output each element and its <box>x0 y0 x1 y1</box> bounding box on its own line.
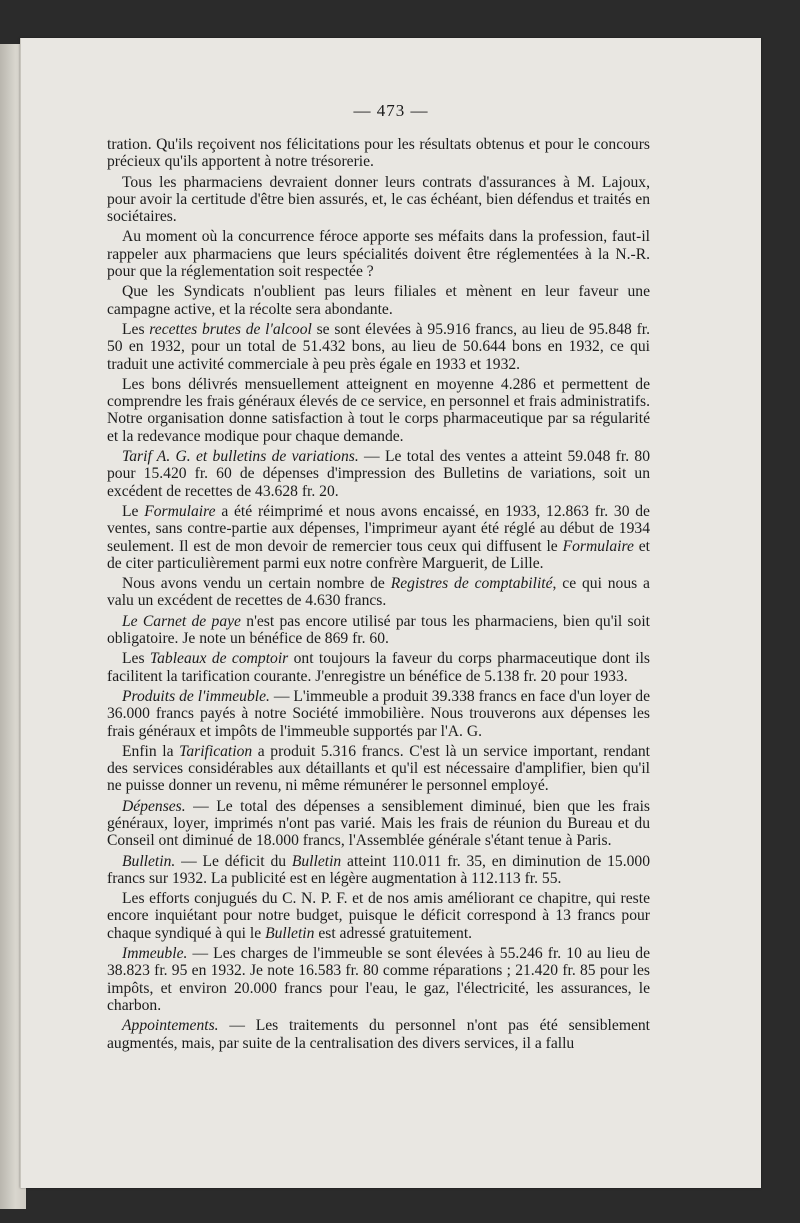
italic-run: Tarification <box>179 742 253 760</box>
paragraph-15 <box>107 853 650 888</box>
text-run: Enfin la <box>122 742 180 760</box>
paragraph-4: Que les Syndicats n'oublient pas leurs filiales et mènent en leur faveur une campagne active, et la récolte sera abondante. <box>107 283 650 318</box>
document-page <box>20 38 761 1188</box>
paragraph-17 <box>107 945 650 1014</box>
paragraph-12 <box>107 688 650 740</box>
text-run: ont toujours la faveur du corps pharmaceutique dont ils facilitent la tarification courante. J'enregistre un bénéfice de 5.138 fr. 20 pour 1933. <box>107 650 650 685</box>
italic-run: Tableaux de comptoir <box>149 650 289 668</box>
paragraph-16 <box>107 890 650 942</box>
paragraph-8 <box>107 503 650 572</box>
italic-run: Formulaire <box>144 502 216 520</box>
paragraph-3: Au moment où la concurrence féroce apporte ses méfaits dans la profession, faut-il rappeler aux pharmaciens que leurs spécialités doivent être réglementées à la N.-R. pour que la réglementation soit respectée ? <box>107 228 650 281</box>
text-run: — Le déficit du <box>175 852 292 870</box>
italic-run: Appointements. <box>122 1017 219 1035</box>
italic-run: Immeuble. <box>122 945 188 963</box>
paragraph-11 <box>107 650 650 685</box>
italic-run: Bulletin. <box>122 852 176 870</box>
text-run: a été réimprimé et nous avons encaissé, en 1933, 12.863 fr. 30 de ventes, sans contre-partie aux dépenses, l'imprimeur ayant été réglé au début de 1934 seulement. Il est de mon devoir de remercier tous ceux qui diffusent le <box>107 502 650 555</box>
italic-run: Tarif A. G. et bulletins de variations. <box>122 448 359 466</box>
italic-run: recettes brutes de l'alcool <box>149 320 312 338</box>
italic-run: Registres de comptabilité <box>390 575 553 593</box>
paragraph-13 <box>107 743 650 795</box>
italic-run: Bulletin <box>291 852 342 870</box>
italic-run: Bulletin <box>265 924 315 942</box>
text-run: — Les traitements du personnel n'ont pas été sensiblement augmentés, mais, par suite de la centralisation des divers services, il a fallu <box>107 1017 650 1052</box>
paragraph-2: Tous les pharmaciens devraient donner leurs contrats d'assurances à M. Lajoux, pour avoir la certitude d'être bien assurés, et, le cas échéant, bien défendus et traités en sociétaires. <box>107 173 650 226</box>
text-run: Les efforts conjugués du C. N. P. F. et de nos amis améliorant ce chapitre, qui reste encore inquiétant pour notre budget, puisque le déficit correspond à 13 francs pour chaque syndiqué à qui le <box>107 890 650 942</box>
paragraph-1: tration. Qu'ils reçoivent nos félicitations pour les résultats obtenus et pour le concours précieux qu'ils apportent à notre trésorerie. <box>107 136 650 171</box>
text-run: — Le total des ventes a atteint 59.048 fr. 80 pour 15.420 fr. 60 de dépenses d'impression des Bulletins de variations, soit un excédent de recettes de 43.628 fr. 20. <box>107 448 650 500</box>
paragraph-18 <box>107 1017 650 1052</box>
italic-run: Produits de l'immeuble. <box>122 687 270 705</box>
text-run: a produit 5.316 francs. C'est là un service important, rendant des services considérables aux détaillants et qu'il est nécessaire d'amplifier, bien qu'il ne puisse donner un revenu, ni même rémunérer le personnel employé. <box>107 742 650 795</box>
text-run: — Le total des dépenses a sensiblement diminué, bien que les frais généraux, loyer, imprimés n'ont pas varié. Mais les frais de réunion du Bureau et du Conseil ont diminué de 18.000 francs, l'Assemblée générale s'étant tenue à Paris. <box>107 797 650 850</box>
paragraph-6: Les bons délivrés mensuellement atteignent en moyenne 4.286 et permettent de comprendre les frais généraux élevés de ce service, en personnel et frais administratifs. Notre organisation donne satisfaction à tout le corps pharmaceutique par sa régularité et la redevance modique pour chaque demande. <box>107 375 650 445</box>
text-run: et de citer particulièrement parmi eux notre confrère Marguerit, de Lille. <box>107 537 650 572</box>
paragraph-9 <box>107 575 650 610</box>
italic-run: Formulaire <box>562 537 634 555</box>
paragraph-10 <box>107 613 650 648</box>
body-text <box>107 136 650 1055</box>
paragraph-7 <box>107 448 650 500</box>
paragraph-5 <box>107 321 650 373</box>
text-run: est adressé gratuitement. <box>314 924 473 942</box>
page-number: — 473 — <box>353 101 429 120</box>
text-run: Les <box>122 650 150 668</box>
text-run: se sont élevées à 95.916 francs, au lieu de 95.848 fr. 50 en 1932, pour un total de 51.432 bons, au lieu de 50.644 bons en 1932, ce qui traduit une activité commerciale à peu près égale en 1933 et 1932. <box>107 320 650 373</box>
text-run: Le <box>122 502 145 520</box>
text-run: Les <box>122 320 150 338</box>
paragraph-14 <box>107 798 650 850</box>
text-run: atteint 110.011 fr. 35, en diminution de 15.000 francs sur 1932. La publicité est en légère augmentation à 112.113 fr. 55. <box>107 852 650 887</box>
text-run: — L'immeuble a produit 39.338 francs en face d'un loyer de 36.000 francs payés à notre Société immobilière. Nous trouverons aux dépenses les frais généraux et impôts de l'immeuble supportés par l'A. G. <box>107 687 650 740</box>
italic-run: Dépenses. <box>122 797 186 815</box>
text-run: Nous avons vendu un certain nombre de <box>122 575 391 593</box>
text-run: n'est pas encore utilisé par tous les pharmaciens, bien qu'il soit obligatoire. Je note un bénéfice de 869 fr. 60. <box>107 612 650 648</box>
text-run: , ce qui nous a valu un excédent de recettes de 4.630 francs. <box>107 575 650 610</box>
text-run: — Les charges de l'immeuble se sont élevées à 55.246 fr. 10 au lieu de 38.823 fr. 95 en 1932. Je note 16.583 fr. 80 comme réparations ; 21.420 fr. 85 pour les impôts, et environ 20.000 francs pour l'eau, le gaz, l'électricité, les assurances, le charbon. <box>107 945 650 1014</box>
italic-run: Le Carnet de paye <box>122 612 241 630</box>
